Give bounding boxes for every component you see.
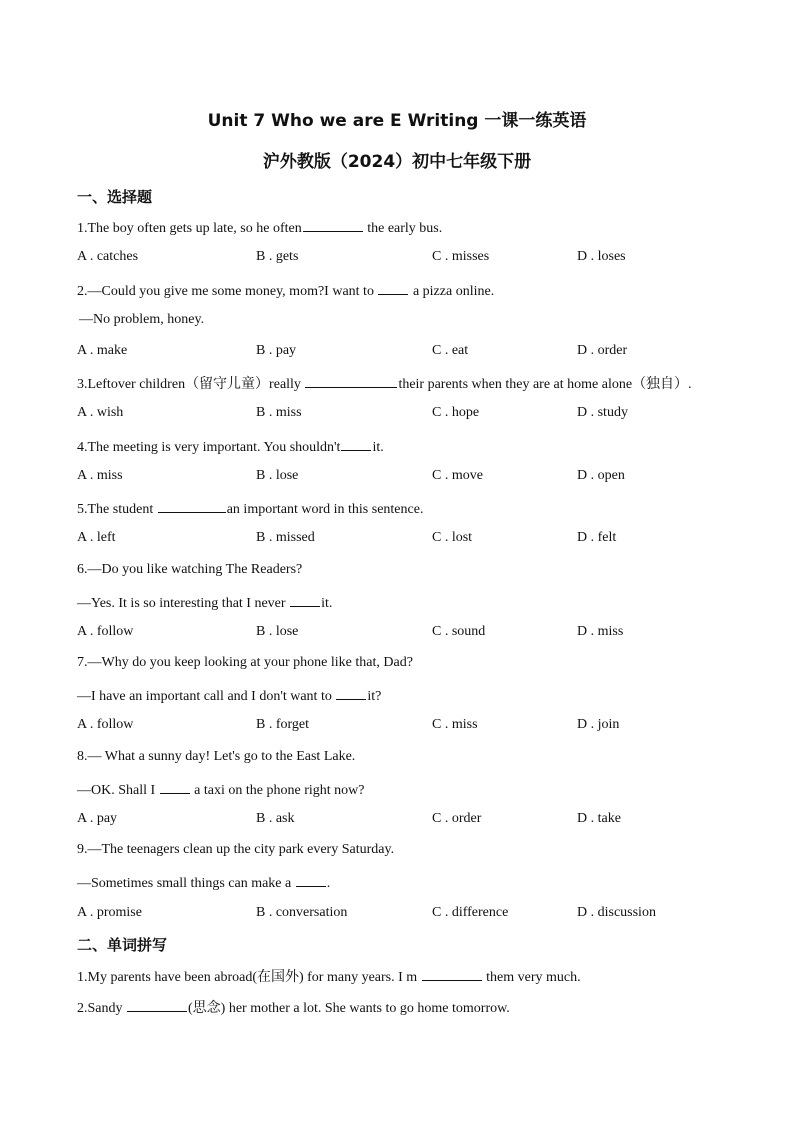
question-7-option-d[interactable]: D . join <box>577 717 620 732</box>
answer-blank[interactable] <box>303 217 363 232</box>
question-2-text: 2.—Could you give me some money, mom?I want to a pizza online. <box>77 280 494 301</box>
answer-blank[interactable] <box>296 872 326 887</box>
question-1-text: 1.The boy often gets up late, so he often the early bus. <box>77 217 442 238</box>
section-heading-choice: 一、选择题 <box>77 188 153 206</box>
question-6-option-d[interactable]: D . miss <box>577 624 624 639</box>
question-1-option-b[interactable]: B . gets <box>256 249 299 264</box>
question-9-text: 9.—The teenagers clean up the city park every Saturday. <box>77 842 395 857</box>
question-1-option-a[interactable]: A . catches <box>77 249 139 264</box>
question-2-option-b[interactable]: B . pay <box>256 343 297 358</box>
question-6-reply: —Yes. It is so interesting that I never it. <box>77 592 332 613</box>
question-8-reply: —OK. Shall I a taxi on the phone right now? <box>77 779 364 800</box>
question-7-option-a[interactable]: A . follow <box>77 717 134 732</box>
question-6-option-a[interactable]: A . follow <box>77 624 134 639</box>
answer-blank[interactable] <box>305 373 397 388</box>
question-7-option-b[interactable]: B . forget <box>256 717 310 732</box>
question-4-option-a[interactable]: A . miss <box>77 468 123 483</box>
question-2-option-c[interactable]: C . eat <box>432 343 469 358</box>
question-8-option-c[interactable]: C . order <box>432 811 482 826</box>
answer-blank[interactable] <box>378 280 408 295</box>
question-3-option-a[interactable]: A . wish <box>77 405 124 420</box>
answer-blank[interactable] <box>341 436 371 451</box>
spelling-question-2: 2.Sandy (思念) her mother a lot. She wants to go home tomorrow. <box>77 997 510 1018</box>
answer-blank[interactable] <box>127 997 187 1012</box>
question-1-option-c[interactable]: C . misses <box>432 249 490 264</box>
question-9-option-a[interactable]: A . promise <box>77 905 142 920</box>
question-4-option-c[interactable]: C . move <box>432 468 483 483</box>
question-6-option-c[interactable]: C . sound <box>432 624 486 639</box>
question-2-reply: —No problem, honey. <box>79 312 205 327</box>
section-heading-spelling: 二、单词拼写 <box>77 936 168 954</box>
question-9-reply: —Sometimes small things can make a . <box>77 872 330 893</box>
worksheet-title: Unit 7 Who we are E Writing 一课一练英语 <box>207 111 587 131</box>
question-9-option-b[interactable]: B . conversation <box>256 905 348 920</box>
spelling-question-1: 1.My parents have been abroad(在国外) for many years. I m them very much. <box>77 966 581 987</box>
question-7-reply: —I have an important call and I don't want to it? <box>77 685 381 706</box>
question-8-option-b[interactable]: B . ask <box>256 811 295 826</box>
question-3-text: 3.Leftover children（留守儿童）really their parents when they are at home alone（独自）. <box>77 373 692 394</box>
question-7-option-c[interactable]: C . miss <box>432 717 478 732</box>
question-7-text: 7.—Why do you keep looking at your phone like that, Dad? <box>77 655 413 670</box>
question-8-option-d[interactable]: D . take <box>577 811 621 826</box>
question-9-option-d[interactable]: D . discussion <box>577 905 656 920</box>
question-5-text: 5.The student an important word in this sentence. <box>77 498 423 519</box>
answer-blank[interactable] <box>158 498 226 513</box>
question-5-option-d[interactable]: D . felt <box>577 530 617 545</box>
question-3-option-b[interactable]: B . miss <box>256 405 302 420</box>
question-6-option-b[interactable]: B . lose <box>256 624 299 639</box>
question-2-option-d[interactable]: D . order <box>577 343 628 358</box>
question-5-option-a[interactable]: A . left <box>77 530 116 545</box>
question-1-option-d[interactable]: D . loses <box>577 249 626 264</box>
question-6-text: 6.—Do you like watching The Readers? <box>77 562 303 577</box>
question-4-option-b[interactable]: B . lose <box>256 468 299 483</box>
question-9-option-c[interactable]: C . difference <box>432 905 509 920</box>
question-4-text: 4.The meeting is very important. You shouldn't it. <box>77 436 384 457</box>
worksheet-subtitle: 沪外教版（2024）初中七年级下册 <box>262 152 532 172</box>
question-8-text: 8.— What a sunny day! Let's go to the East Lake. <box>77 749 356 764</box>
answer-blank[interactable] <box>290 592 320 607</box>
answer-blank[interactable] <box>422 966 482 981</box>
answer-blank[interactable] <box>336 685 366 700</box>
answer-blank[interactable] <box>160 779 190 794</box>
question-5-option-c[interactable]: C . lost <box>432 530 473 545</box>
question-5-option-b[interactable]: B . missed <box>256 530 315 545</box>
question-3-option-d[interactable]: D . study <box>577 405 628 420</box>
question-4-option-d[interactable]: D . open <box>577 468 625 483</box>
question-3-option-c[interactable]: C . hope <box>432 405 480 420</box>
question-8-option-a[interactable]: A . pay <box>77 811 118 826</box>
question-2-option-a[interactable]: A . make <box>77 343 128 358</box>
